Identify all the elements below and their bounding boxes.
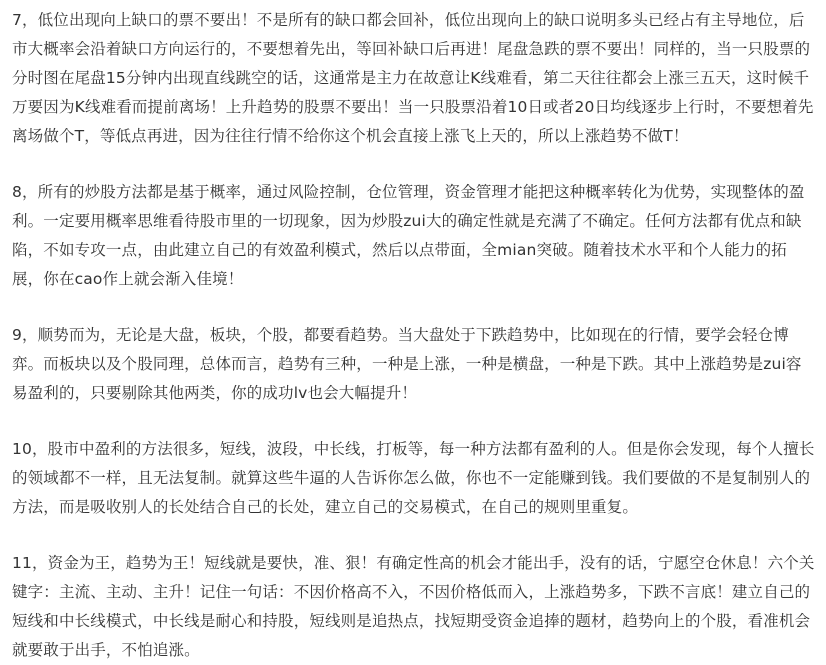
paragraph-8: 8，所有的炒股方法都是基于概率，通过风险控制，仓位管理，资金管理才能把这种概率转化为优势，实现整体的盈利。一定要用概率思维看待股市里的一切现象，因为炒股zui大的确定性就是充满了不确定。任何方法都有优点和缺陷，不如专攻一点，由此建立自己的有效盈利模式，然后以点带面，全mian突破。随着技术水平和个人能力的拓展，你在cao作上就会渐入佳境！	[12, 183, 805, 288]
article-body	[12, 6, 816, 665]
paragraph-7: 7，低位出现向上缺口的票不要出！不是所有的缺口都会回补，低位出现向上的缺口说明多头已经占有主导地位，后市大概率会沿着缺口方向运行的，不要想着先出，等回补缺口后再进！尾盘急跌的票不要出！同样的，当一只股票的分时图在尾盘15分钟内出现直线跳空的话，这通常是主力在故意让K线难看，第二天往往都会上涨三五天，这时候千万要因为K线难看而提前离场！上升趋势的股票不要出！当一只股票沿着10日或者20日均线逐步上行时，不要想着先离场做个T，等低点再进，因为往往行情不给你这个机会直接上涨飞上天的，所以上涨趋势不做T！	[12, 11, 814, 145]
paragraph-11: 11，资金为王，趋势为王！短线就是要快，准、狠！有确定性高的机会才能出手，没有的话，宁愿空仓休息！六个关键字：主流、主动、主升！记住一句话：不因价格高不入，不因价格低而入，上涨趋势多，下跌不言底！建立自己的短线和中长线模式，中长线是耐心和持股，短线则是追热点，找短期受资金追捧的题材，趋势向上的个股，看准机会就要敢于出手，不怕追涨。	[12, 554, 815, 659]
paragraph-9: 9，顺势而为，无论是大盘，板块，个股，都要看趋势。当大盘处于下跌趋势中，比如现在的行情，要学会轻仓博弈。而板块以及个股同理，总体而言，趋势有三种，一种是上涨，一种是横盘，一种是下跌。其中上涨趋势是zui容易盈利的，只要剔除其他两类，你的成功lv也会大幅提升！	[12, 326, 802, 402]
paragraph-10: 10，股市中盈利的方法很多，短线，波段，中长线，打板等，每一种方法都有盈利的人。但是你会发现，每个人擅长的领域都不一样，且无法复制。就算这些牛逼的人告诉你怎么做，你也不一定能赚到钱。我们要做的不是复制别人的方法，而是吸收别人的长处结合自己的长处，建立自己的交易模式，在自己的规则里重复。	[12, 440, 815, 516]
